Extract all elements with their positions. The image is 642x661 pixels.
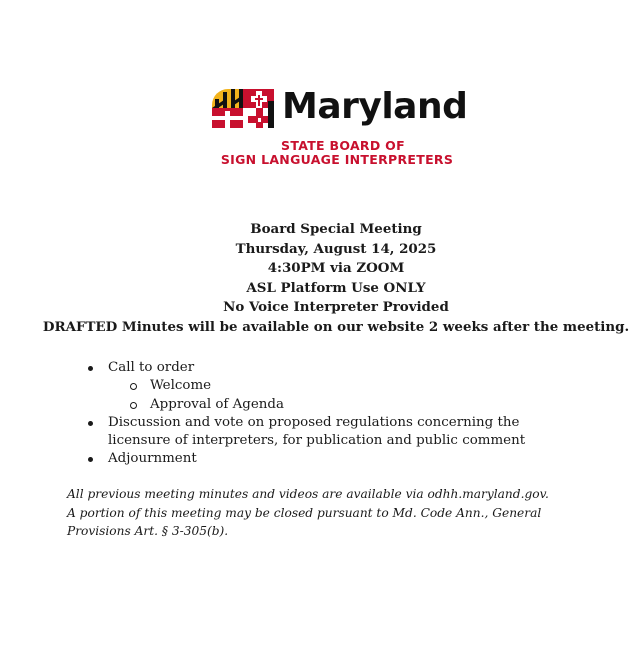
agenda-subitem-welcome: [86, 377, 566, 395]
logo-subtitle-line2: SIGN LANGUAGE INTERPRETERS: [220, 152, 454, 167]
logo-wordmark: Maryland: [282, 86, 468, 127]
meeting-title: Board Special Meeting: [250, 221, 422, 237]
logo-subtitle-line1: STATE BOARD OF: [281, 138, 405, 153]
agenda: [86, 359, 566, 469]
meeting-header: [0, 220, 642, 338]
meeting-platform: ASL Platform Use ONLY: [246, 279, 426, 296]
meeting-time: 4:30PM via ZOOM: [267, 260, 405, 277]
agenda-item-adjournment: [86, 450, 566, 468]
meeting-date: Thursday, August 14, 2025: [235, 240, 437, 257]
agenda-item-call-to-order: [86, 359, 566, 377]
agenda-subitem-approval: [86, 396, 566, 414]
board-logo: [212, 86, 468, 167]
agenda-item-label: Call to order: [108, 360, 195, 375]
agenda-list: [86, 359, 566, 469]
maryland-flag-icon: [212, 87, 274, 129]
minutes-note: DRAFTED Minutes will be available on our website 2 weeks after the meeting.: [42, 318, 630, 335]
agenda-subitem-label: Approval of Agenda: [150, 396, 284, 412]
agenda-item-label: Adjournment: [108, 451, 197, 467]
interpreter-note: No Voice Interpreter Provided: [223, 299, 449, 316]
footnote: All previous meeting minutes and videos are available via odhh.maryland.gov. A portion of this meeting may be closed pursuant to Md. Code Ann., General Provisions Art. § 3-305(b).: [67, 487, 549, 538]
agenda-subitem-label: Welcome: [150, 378, 212, 394]
agenda-item-label: Discussion and vote on proposed regulations concerning the licensure of interpreters, for publication and public comment: [108, 414, 526, 449]
agenda-item-discussion: [86, 414, 566, 451]
